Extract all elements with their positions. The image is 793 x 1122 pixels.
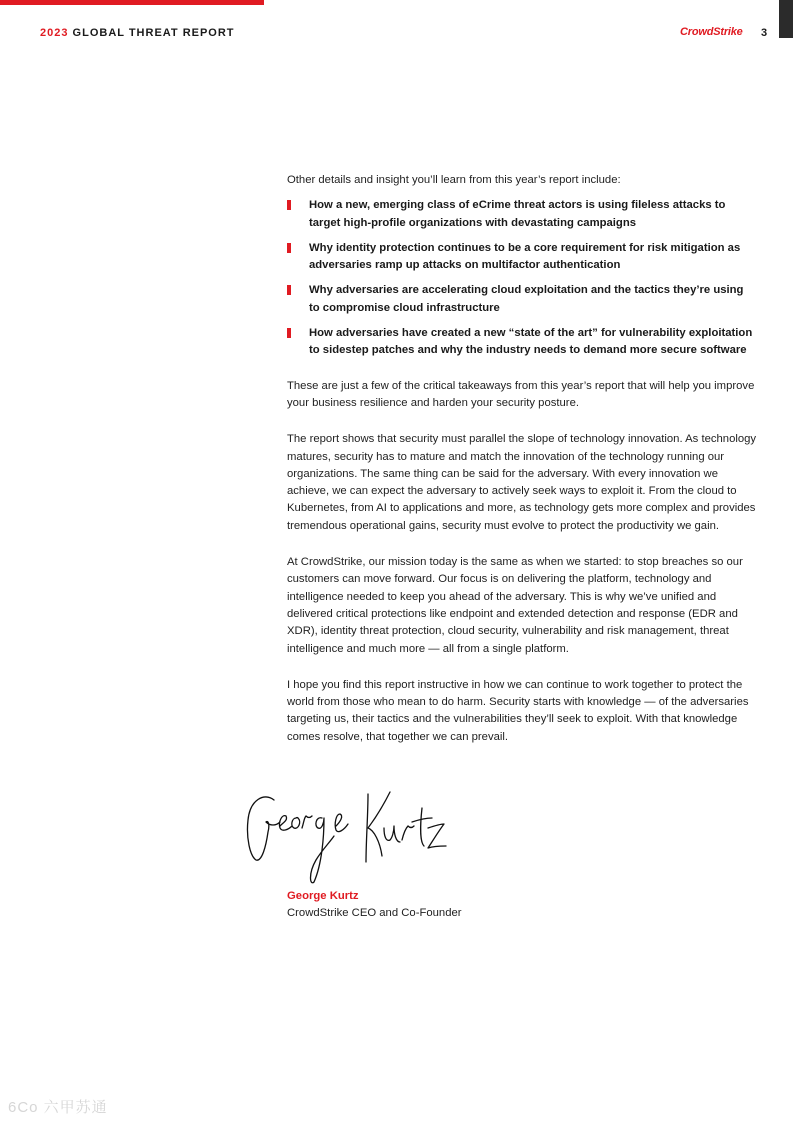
list-item — [287, 197, 757, 232]
report-year: 2023 — [40, 27, 69, 39]
paragraph-mission: At CrowdStrike, our mission today is the same as when we started: to stop breaches so our customers can move forward. Our focus is on delivering the platform, technology and intelligence needed to keep you ahead of the adversary. This is why we’ve unified and delivered critical protections like endpoint and extended detection and response (EDR and XDR), identity threat protection, cloud security, vulnerability and risk management, threat intelligence and much more — all from a single platform. — [287, 556, 743, 655]
bullet-marker-icon — [287, 200, 291, 210]
bullet-marker-icon — [287, 328, 291, 338]
list-item — [287, 325, 757, 360]
list-item — [287, 282, 757, 317]
watermark-logo: 6Co 六甲苏通 — [8, 1099, 108, 1116]
report-title: GLOBAL THREAT REPORT — [72, 27, 235, 39]
header-accent-bar — [0, 0, 264, 5]
list-item-text: How a new, emerging class of eCrime threat actors is using fileless attacks to target high-profile organizations with devastating campaigns — [309, 199, 726, 229]
list-item-text: Why adversaries are accelerating cloud exploitation and the tactics they’re using to compromise cloud infrastructure — [309, 284, 744, 314]
paragraph-innovation: The report shows that security must parallel the slope of technology innovation. As technology matures, security has to mature and match the innovation of the technology running our organizations. The same thing can be said for the adversary. With every innovation we achieve, we can expect the adversary to actively seek ways to exploit it. From the cloud to Kubernetes, from AI to applications and more, as technology gets more complex and provides tremendous operational gains, security must evolve to protect the productivity we gain. — [287, 433, 757, 532]
takeaways-list — [287, 197, 757, 359]
signatory-title: CrowdStrike CEO and Co-Founder — [287, 907, 462, 919]
main-content — [287, 172, 757, 765]
paragraph-closing: I hope you find this report instructive in how we can continue to work together to protect the world from those who mean to do harm. Security starts with knowledge — of the adversaries targeting us, their tactics and the vulnerabilities they’ll seek to exploit. With that knowledge comes resolve, that together we can prevail. — [287, 678, 749, 743]
handwritten-signature — [240, 786, 450, 886]
signatory-name: George Kurtz — [287, 890, 359, 902]
bullet-marker-icon — [287, 243, 291, 253]
paragraph-takeaways: These are just a few of the critical takeaways from this year’s report that will help you improve your business resilience and harden your security posture. — [287, 379, 755, 409]
report-label — [40, 27, 235, 39]
list-item-text: Why identity protection continues to be a core requirement for risk mitigation as adversaries ramp up attacks on multifactor authentication — [309, 241, 741, 272]
intro-text: Other details and insight you’ll learn from this year’s report include: — [287, 174, 621, 186]
brand-logo: CrowdStrike — [680, 26, 743, 38]
list-item — [287, 240, 757, 275]
page-number: 3 — [761, 27, 768, 39]
list-item-text: How adversaries have created a new “state of the art” for vulnerability exploitation to sidestep patches and why the industry needs to demand more secure software — [309, 327, 753, 357]
page-edge-tab — [779, 0, 793, 38]
bullet-marker-icon — [287, 285, 291, 295]
